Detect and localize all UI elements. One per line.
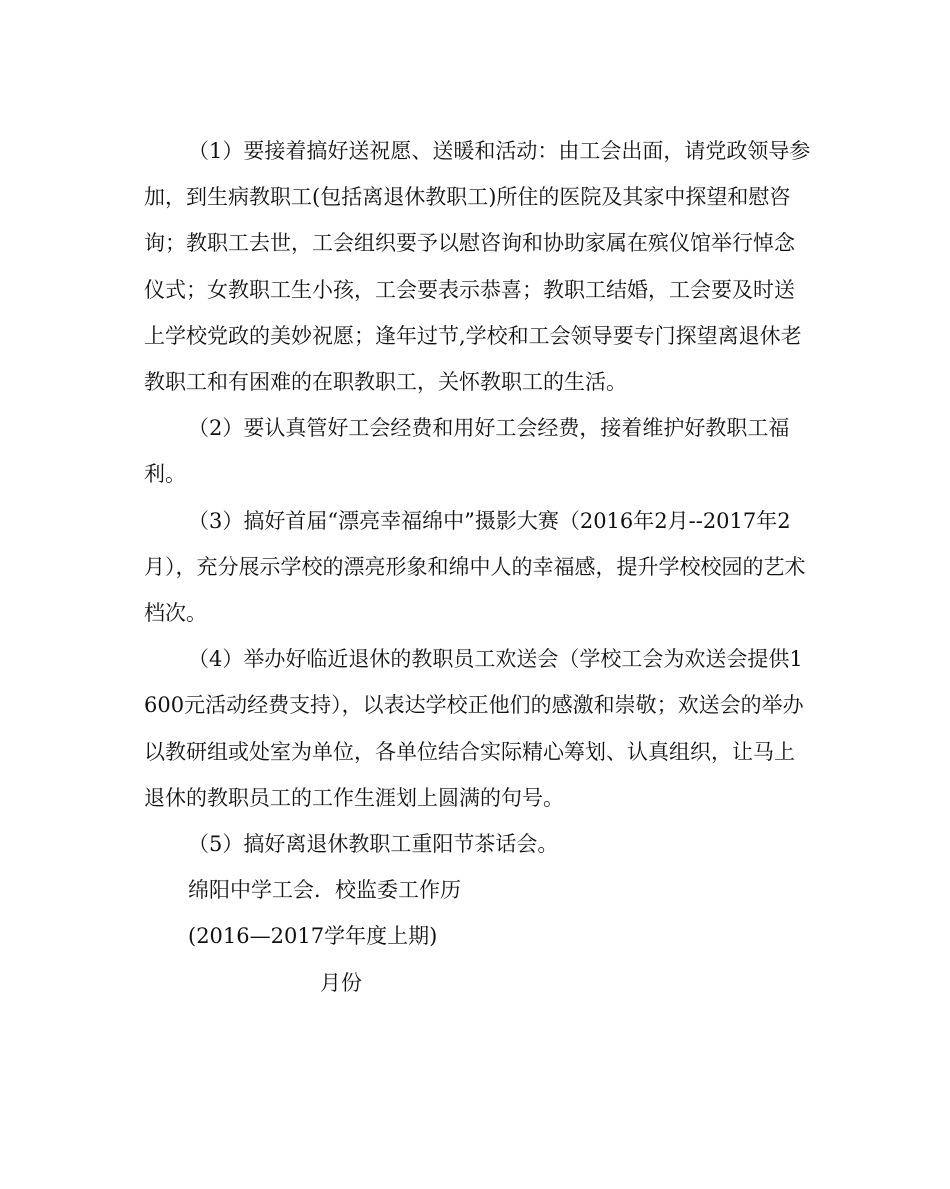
paragraph-1: （1）要接着搞好送祝愿、送暖和活动：由工会出面，请党政领导参加，到生病教职工(包括离退休教职工)所住的医院及其家中探望和慰咨询；教职工去世，工会组织要予以慰咨询和协助家属在殡仪馆举行悼念仪式；女教职工生小孩，工会要表示恭喜；教职工结婚，工会要及时送上学校党政的美妙祝愿；逢年过节,学校和工会领导要专门探望离退休老教职工和有困难的在职教职工，关怀教职工的生活。 [144,139,811,395]
paragraph-4: （4）举办好临近退休的教职员工欢送会（学校工会为欢送会提供1600元活动经费支持），以表达学校正他们的感激和崇敬；欢送会的举办以教研组或处室为单位，各单位结合实际精心筹划、认真组织，让马上退休的教职员工的工作生涯划上圆满的句号。 [144,647,804,810]
paragraph-5: （5）搞好离退休教职工重阳节茶话会。 [188,832,559,857]
calendar-title: 绵阳中学工会．校监委工作历 [188,878,461,903]
month-column-header: 月份 [320,970,362,995]
paragraph-2: （2）要认真管好工会经费和用好工会经费，接着维护好教职工福利。 [144,416,790,487]
paragraph-3: （3）搞好首届“漂亮幸福绵中”摄影大赛（2016年2月--2017年2月），充分展示学校的漂亮形象和绵中人的幸福感，提升学校校园的艺术档次。 [144,508,806,626]
calendar-period: (2016—2017学年度上期) [188,924,438,949]
document-body [144,128,812,1006]
